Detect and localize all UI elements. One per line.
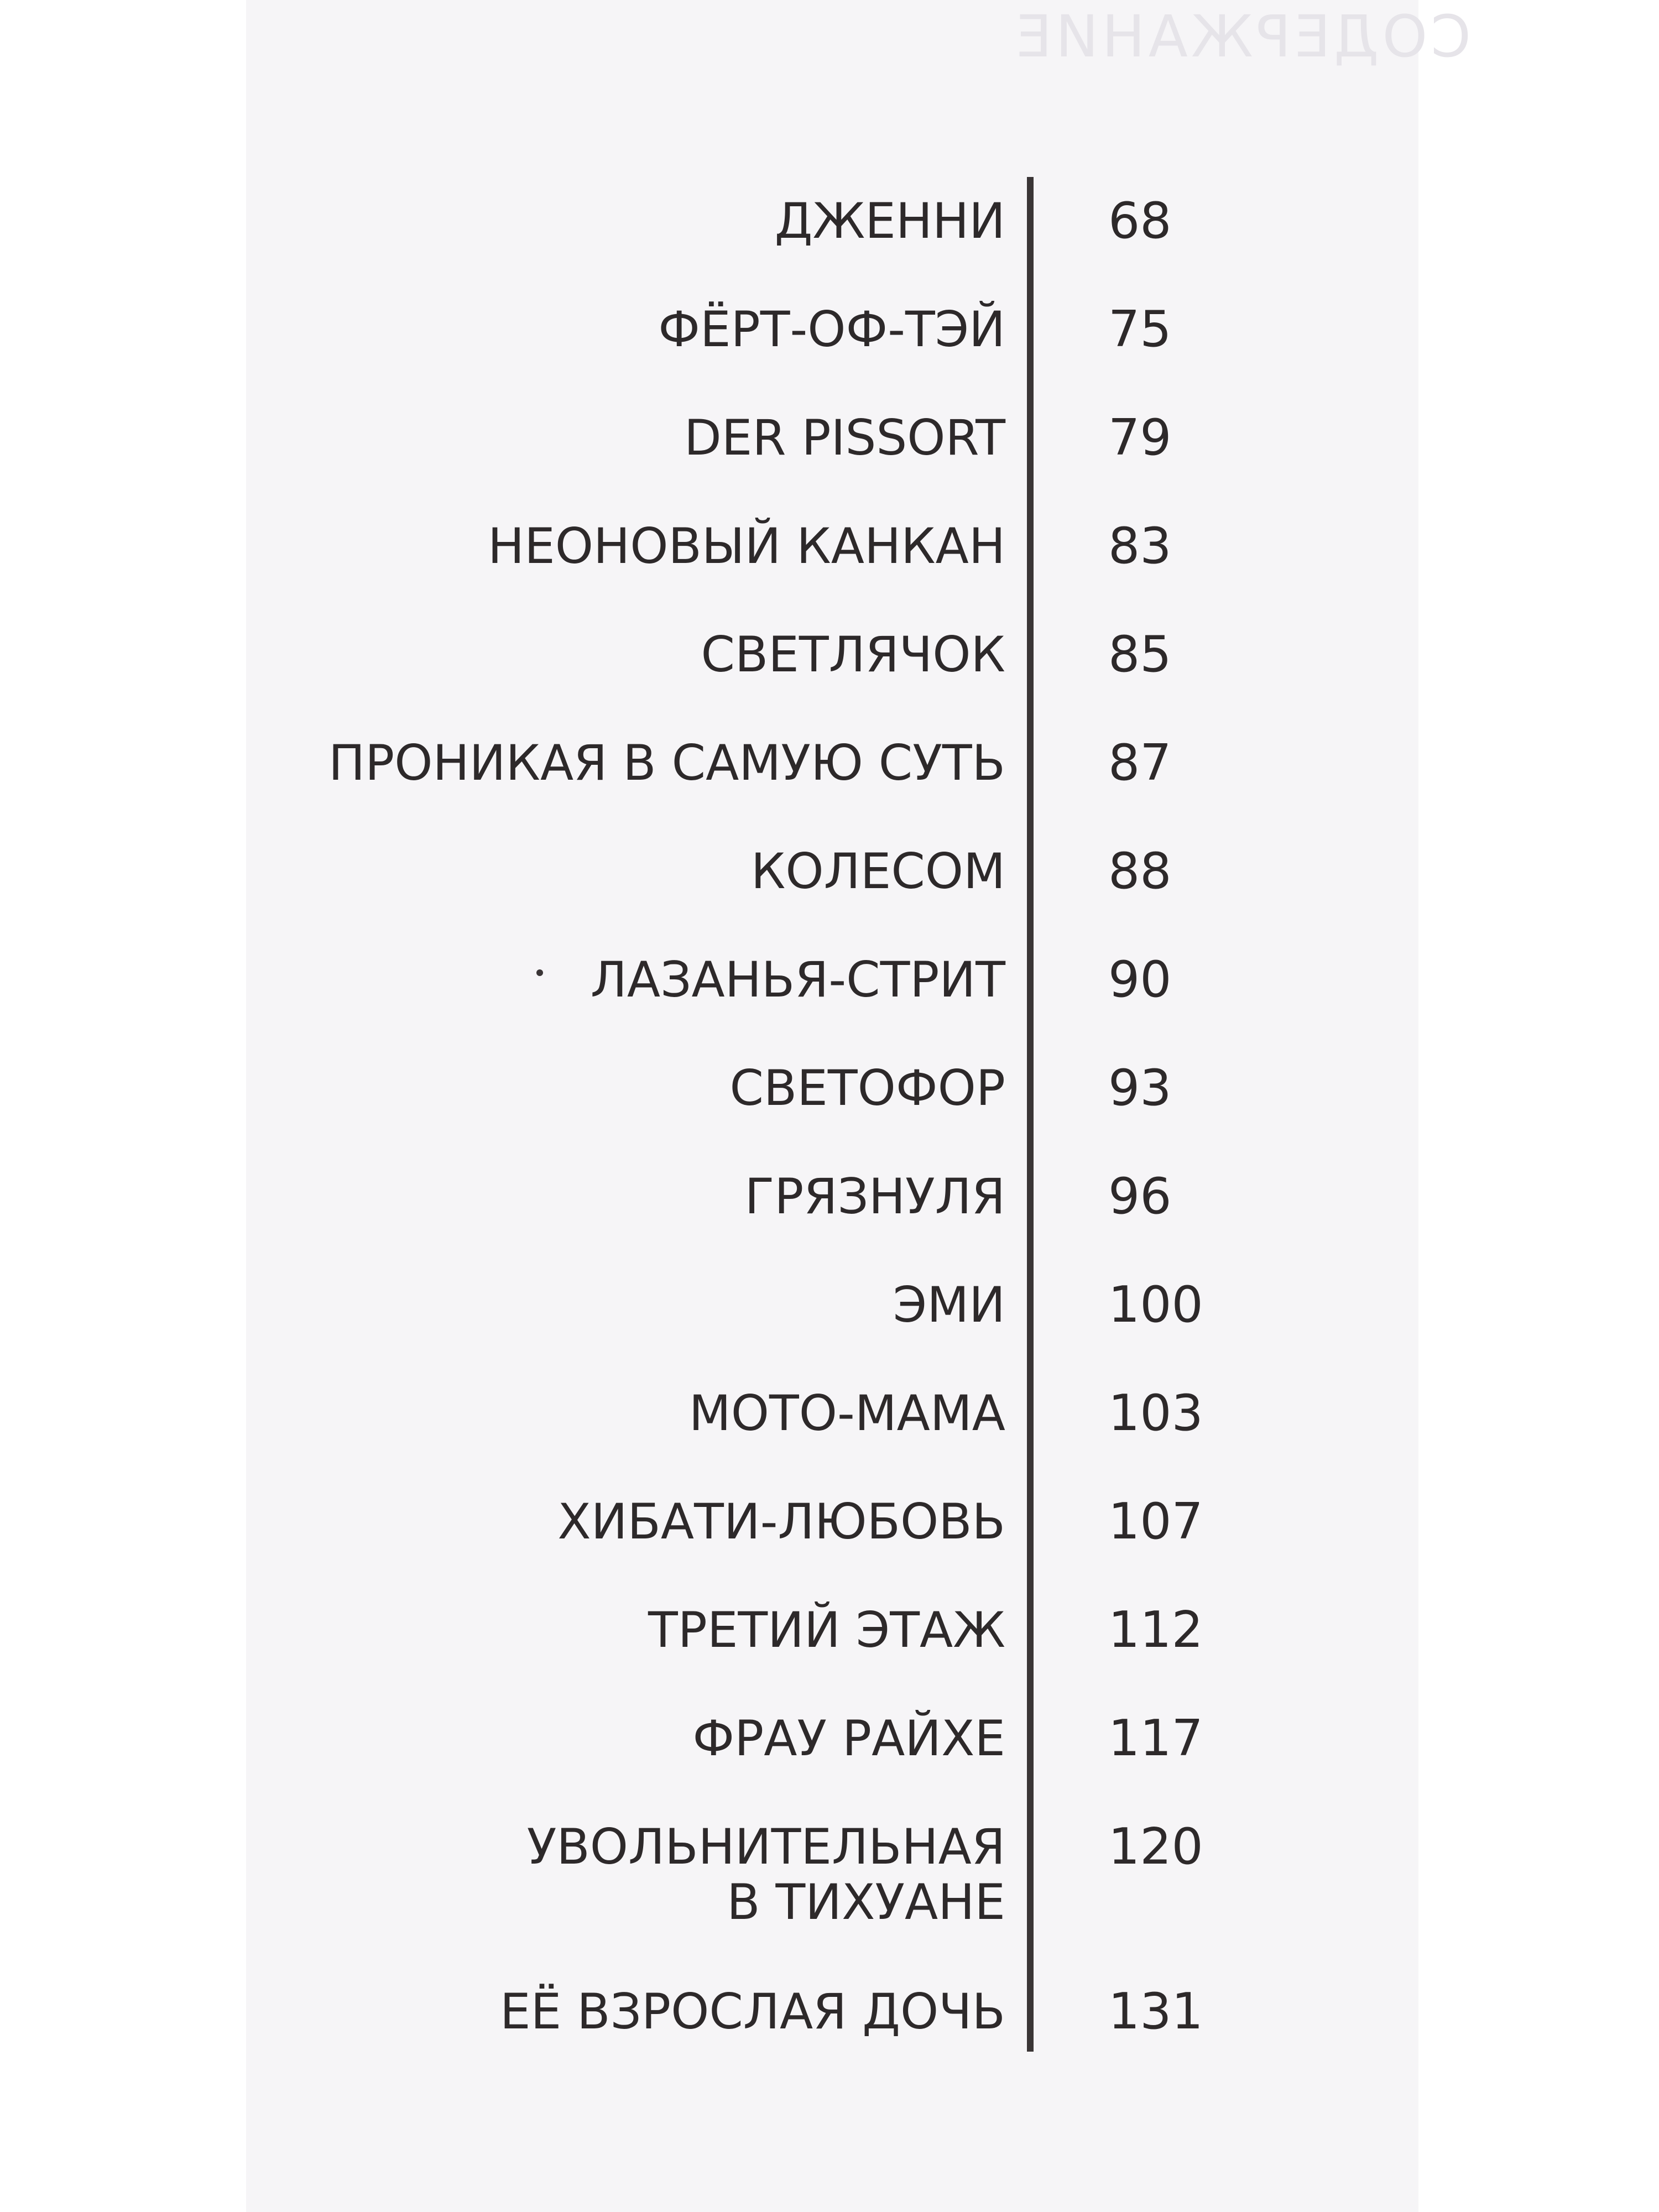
toc-entry-title: КОЛЕСОМ — [750, 843, 1005, 900]
toc-entry-page: 100 — [1108, 1276, 1203, 1334]
toc-entry-title: ПРОНИКАЯ В САМУЮ СУТЬ — [328, 734, 1005, 791]
toc-entry-title: ДЖЕННИ — [774, 192, 1005, 249]
toc-entry-page: 120 — [1108, 1818, 1203, 1876]
toc-entry-page: 88 — [1108, 842, 1172, 900]
toc-entry-title: ТРЕТИЙ ЭТАЖ — [648, 1601, 1005, 1658]
toc-entry-page: 96 — [1108, 1167, 1172, 1225]
toc-entry-title: ФЁРТ-ОФ-ТЭЙ — [658, 301, 1005, 358]
toc-entry-page: 93 — [1108, 1059, 1172, 1117]
toc-entry-title: ГРЯЗНУЛЯ — [744, 1168, 1005, 1225]
toc-entry-title: МОТО-МАМА — [688, 1385, 1005, 1442]
toc-entry-page: 107 — [1108, 1493, 1203, 1551]
toc-entry-title: DER PISSORT — [684, 409, 1005, 466]
toc-entry-page: 79 — [1108, 409, 1172, 467]
toc-entry-page: 68 — [1108, 192, 1172, 250]
toc-entry-title: ХИБАТИ-ЛЮБОВЬ — [557, 1493, 1005, 1550]
toc-entry-title-line: В ТИХУАНЕ — [727, 1874, 1005, 1931]
toc-entry-page: 131 — [1108, 1983, 1203, 2041]
toc-entry-title: ЕЁ ВЗРОСЛАЯ ДОЧЬ — [500, 1983, 1005, 2040]
toc-entry-page: 117 — [1108, 1709, 1203, 1767]
toc-entry-title-line: УВОЛЬНИТЕЛЬНАЯ — [526, 1818, 1005, 1875]
toc-entry-title: ЛАЗАНЬЯ-СТРИТ — [590, 951, 1005, 1008]
toc-entry-page: 90 — [1108, 951, 1172, 1009]
bleed-through-heading: СОДЕРЖАНИЕ — [1012, 3, 1471, 70]
toc-entry-title: ФРАУ РАЙХЕ — [692, 1710, 1005, 1767]
toc-entry-page: 112 — [1108, 1601, 1203, 1659]
toc-entry-page: 103 — [1108, 1384, 1203, 1442]
toc-entry-title: СВЕТОФОР — [729, 1060, 1005, 1117]
toc-entry-page: 75 — [1108, 300, 1172, 358]
toc-entry-page: 85 — [1108, 625, 1172, 684]
toc-entry-title: ЭМИ — [893, 1276, 1005, 1333]
toc-entry-title: НЕОНОВЫЙ КАНКАН — [488, 518, 1005, 575]
toc-entry-title — [527, 1819, 1005, 1930]
toc-entry-page: 87 — [1108, 734, 1172, 792]
toc-entry-page: 83 — [1108, 517, 1172, 575]
toc-entry-title: СВЕТЛЯЧОК — [701, 626, 1005, 683]
